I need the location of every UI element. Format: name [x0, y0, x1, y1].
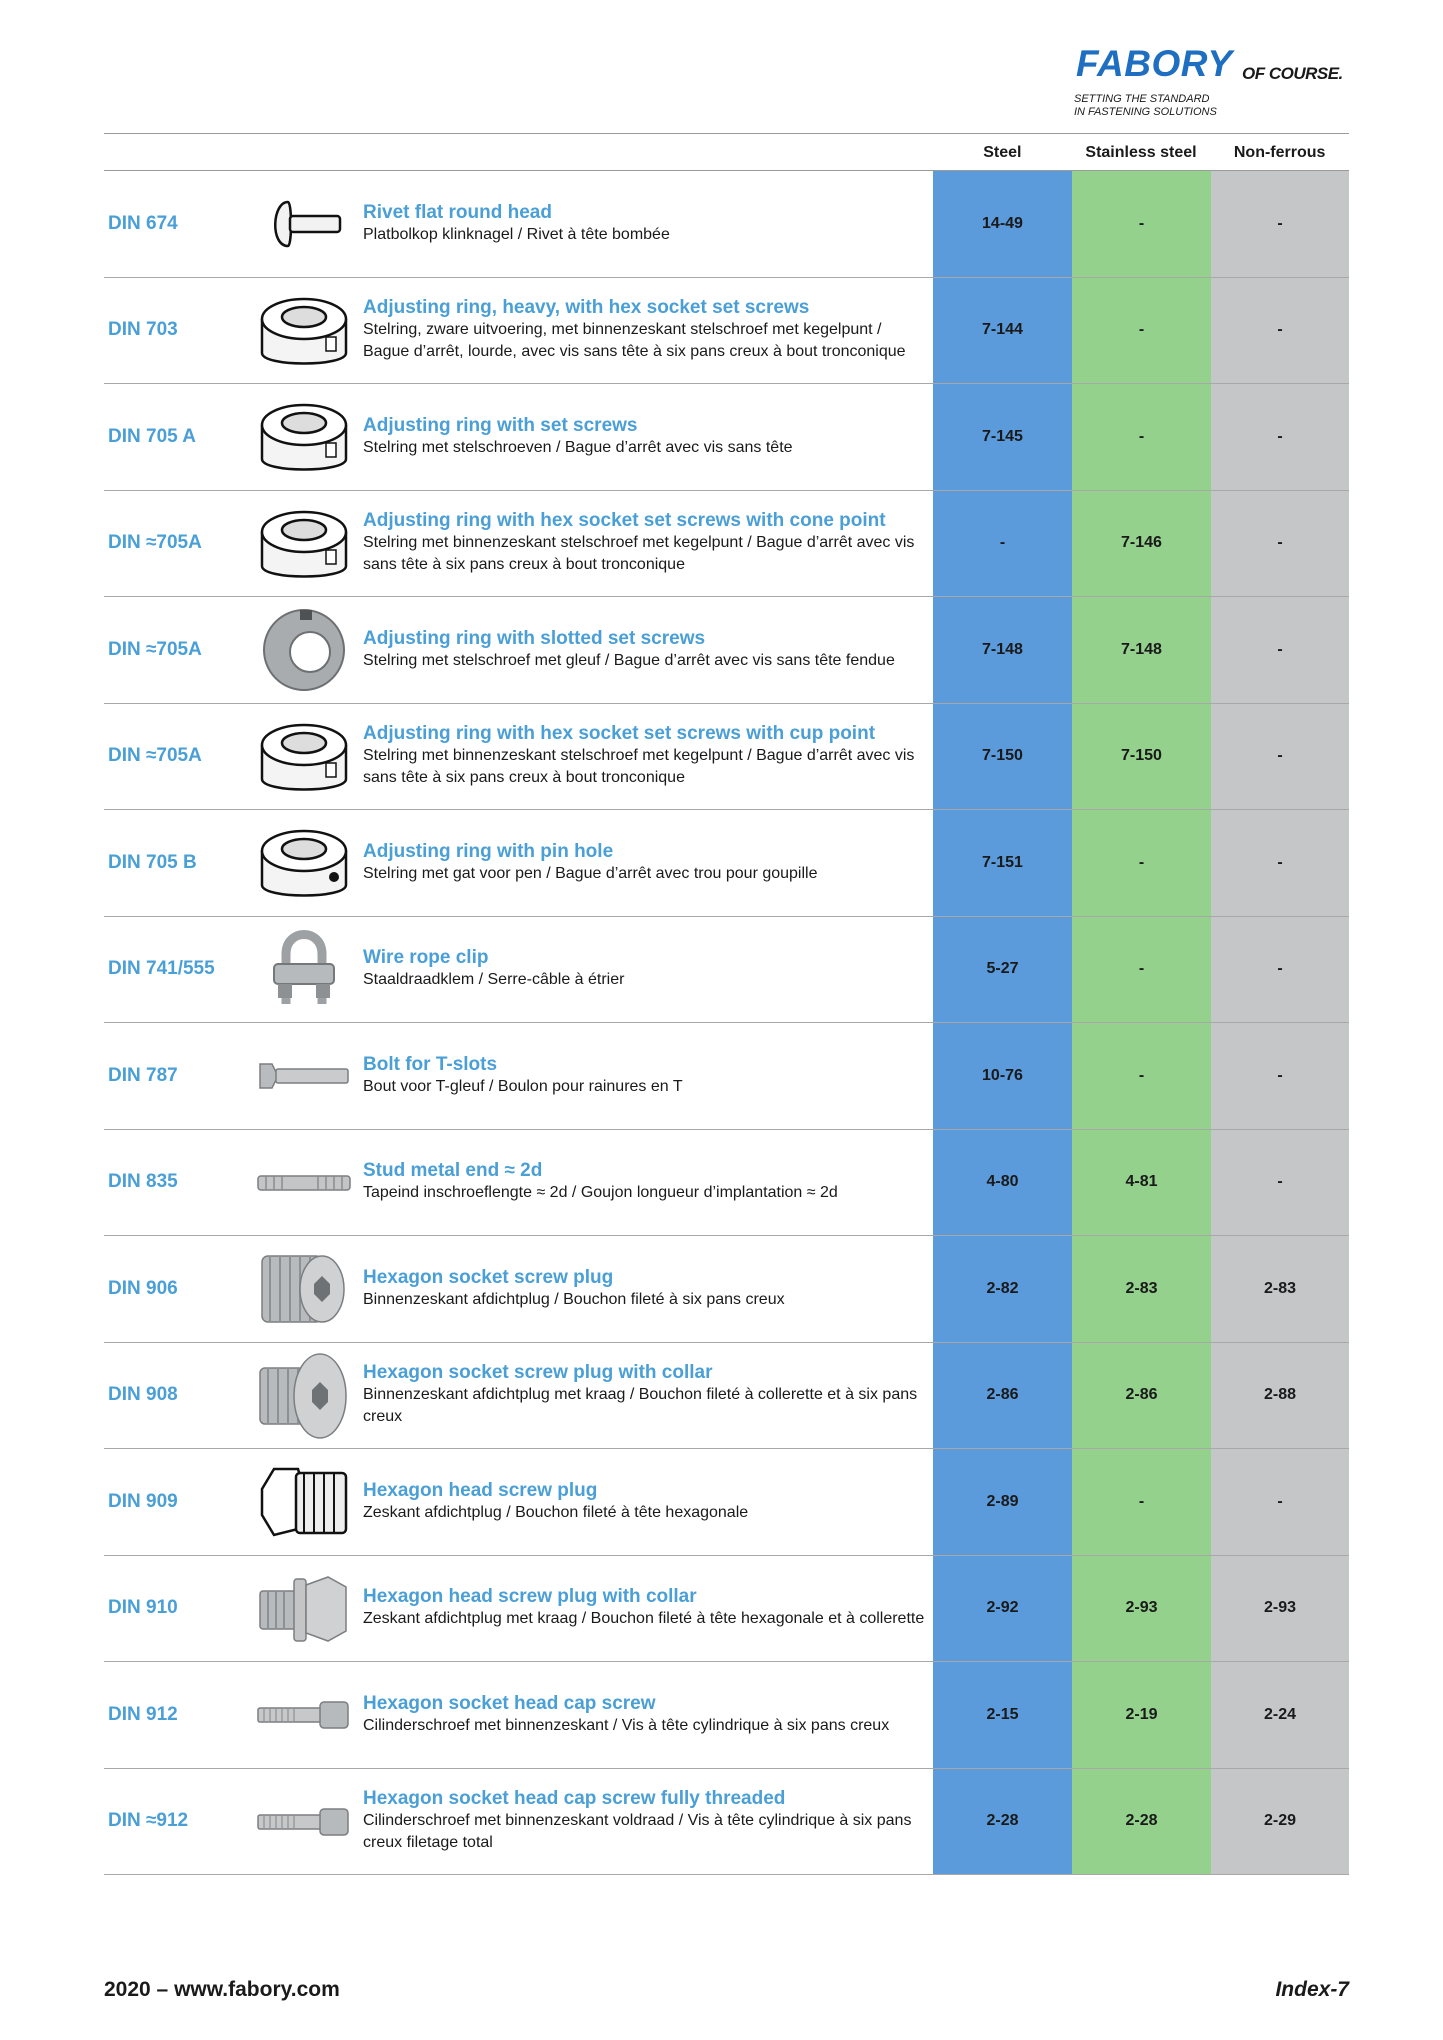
- din-code: DIN 703: [108, 319, 178, 341]
- product-description: [363, 1023, 931, 1129]
- steel-page-ref: 2-15: [986, 1705, 1019, 1723]
- steel-page-ref: 2-92: [986, 1599, 1019, 1617]
- product-title: Wire rope clip: [363, 947, 489, 969]
- nonferrous-page-ref: 2-93: [1263, 1599, 1297, 1617]
- pin-hole-ring-icon: [254, 818, 354, 908]
- rivet-icon: [254, 179, 354, 269]
- adjusting-ring-icon: [254, 499, 354, 589]
- adjusting-ring-icon: [254, 712, 354, 802]
- product-title: Stud metal end ≈ 2d: [363, 1160, 543, 1182]
- stainless-page-ref: 7-148: [1121, 640, 1162, 658]
- product-description: [363, 1662, 931, 1768]
- nonferrous-page-ref: 2-24: [1263, 1705, 1297, 1723]
- logo-brand: FABORY: [1076, 43, 1233, 84]
- product-description: [363, 1130, 931, 1236]
- din-code: DIN 909: [108, 1490, 178, 1512]
- logo-slogan: OF COURSE.: [1242, 64, 1343, 83]
- product-translation: Stelring met stelschroeven / Bague d’arrêt avec vis sans tête: [363, 438, 793, 456]
- logo-tagline-line-1: SETTING THE STANDARD: [1074, 93, 1210, 105]
- product-description: [363, 1236, 931, 1342]
- table-row: [104, 491, 1349, 598]
- column-header-steel: Steel: [983, 144, 1022, 161]
- slotted-ring-icon: [254, 605, 354, 695]
- product-title: Adjusting ring, heavy, with hex socket set screws: [363, 297, 810, 319]
- stainless-page-ref: 2-83: [1125, 1279, 1158, 1297]
- product-translation: Bout voor T-gleuf / Boulon pour rainures en T: [363, 1077, 683, 1095]
- steel-page-ref: 7-150: [982, 747, 1023, 765]
- table-row: [104, 384, 1349, 491]
- product-description: [363, 384, 931, 490]
- product-index-table: [104, 171, 1349, 1875]
- table-row: [104, 917, 1349, 1024]
- adjusting-ring-icon: [254, 392, 354, 482]
- stainless-page-ref: 4-81: [1125, 1173, 1158, 1191]
- product-description: [363, 810, 931, 916]
- product-description: [363, 278, 931, 384]
- table-row: [104, 278, 1349, 385]
- column-headers: [933, 136, 1349, 170]
- product-description: [363, 704, 931, 810]
- product-translation: Cilinderschroef met binnenzeskant / Vis à tête cylindrique à six pans creux: [363, 1716, 890, 1734]
- stainless-page-ref: 7-150: [1121, 747, 1162, 765]
- table-row: [104, 1556, 1349, 1663]
- din-code: DIN 705 B: [108, 851, 197, 873]
- din-code: DIN 741/555: [108, 958, 215, 980]
- nonferrous-page-ref: -: [1277, 1492, 1283, 1510]
- table-row: [104, 1343, 1349, 1450]
- product-description: [363, 491, 931, 597]
- product-title: Rivet flat round head: [363, 201, 552, 223]
- product-title: Hexagon head screw plug with collar: [363, 1586, 697, 1608]
- nonferrous-page-ref: -: [1277, 214, 1283, 232]
- nonferrous-page-ref: -: [1277, 534, 1283, 552]
- product-title: Hexagon socket head cap screw: [363, 1692, 656, 1714]
- product-description: [363, 1769, 931, 1875]
- stainless-page-ref: -: [1138, 1066, 1145, 1084]
- top-divider: [104, 133, 1349, 134]
- nonferrous-page-ref: -: [1277, 1173, 1283, 1191]
- product-description: [363, 1449, 931, 1555]
- socket-plug-icon: [254, 1244, 354, 1334]
- table-row: [104, 597, 1349, 704]
- product-title: Hexagon socket head cap screw fully threaded: [363, 1788, 786, 1810]
- wire-rope-clip-icon: [254, 925, 354, 1015]
- table-row: [104, 171, 1349, 278]
- nonferrous-page-ref: -: [1277, 853, 1283, 871]
- steel-page-ref: 2-82: [986, 1279, 1019, 1297]
- product-title: Adjusting ring with pin hole: [363, 840, 614, 862]
- product-translation: Stelring met binnenzeskant stelschroef met kegelpunt / Bague d’arrêt avec vis sans tête à six pans creux à bout tronconique: [363, 747, 915, 787]
- cap-screw-icon: [254, 1777, 354, 1867]
- footer-page-number: Index-7: [1275, 1978, 1349, 2001]
- product-title: Hexagon socket screw plug with collar: [363, 1362, 713, 1384]
- collar-plug-icon: [254, 1351, 354, 1441]
- stud-icon: [254, 1138, 354, 1228]
- din-code: DIN 674: [108, 212, 178, 234]
- steel-page-ref: 7-145: [982, 427, 1023, 445]
- din-code: DIN 908: [108, 1384, 178, 1406]
- nonferrous-page-ref: -: [1277, 640, 1283, 658]
- steel-page-ref: 7-151: [982, 853, 1023, 871]
- steel-page-ref: 10-76: [982, 1066, 1023, 1084]
- table-row: [104, 1023, 1349, 1130]
- nonferrous-page-ref: -: [1277, 321, 1283, 339]
- column-header-stainless: Stainless steel: [1085, 144, 1197, 161]
- nonferrous-page-ref: -: [1277, 427, 1283, 445]
- product-translation: Platbolkop klinknagel / Rivet à tête bombée: [363, 225, 670, 243]
- column-header-nonferrous: Non-ferrous: [1233, 144, 1326, 161]
- din-code: DIN 906: [108, 1277, 178, 1299]
- table-row: [104, 1662, 1349, 1769]
- steel-page-ref: 5-27: [986, 960, 1019, 978]
- product-description: [363, 171, 931, 277]
- nonferrous-page-ref: -: [1277, 1066, 1283, 1084]
- table-row: [104, 704, 1349, 811]
- product-title: Adjusting ring with hex socket set screws with cone point: [363, 510, 886, 532]
- stainless-page-ref: -: [1138, 214, 1145, 232]
- product-translation: Stelring met binnenzeskant stelschroef met kegelpunt / Bague d’arrêt avec vis sans tête à six pans creux à bout tronconique: [363, 534, 915, 574]
- steel-page-ref: 7-144: [982, 321, 1023, 339]
- steel-page-ref: -: [999, 534, 1006, 552]
- stainless-page-ref: -: [1138, 427, 1145, 445]
- din-code: DIN ≈705A: [108, 745, 202, 767]
- cap-screw-icon: [254, 1670, 354, 1760]
- stainless-page-ref: 2-93: [1125, 1599, 1158, 1617]
- din-code: DIN 912: [108, 1703, 178, 1725]
- table-row: [104, 1769, 1349, 1876]
- steel-page-ref: 2-86: [986, 1386, 1019, 1404]
- steel-page-ref: 4-80: [986, 1173, 1019, 1191]
- table-row: [104, 1130, 1349, 1237]
- product-description: [363, 917, 931, 1023]
- stainless-page-ref: 2-28: [1125, 1812, 1158, 1830]
- stainless-page-ref: 2-19: [1125, 1705, 1158, 1723]
- stainless-page-ref: 7-146: [1121, 534, 1162, 552]
- hex-head-plug-icon: [254, 1457, 354, 1547]
- din-code: DIN 910: [108, 1597, 178, 1619]
- stainless-page-ref: -: [1138, 1492, 1145, 1510]
- product-translation: Stelring met gat voor pen / Bague d’arrêt avec trou pour goupille: [363, 864, 818, 882]
- nonferrous-page-ref: -: [1277, 747, 1283, 765]
- stainless-page-ref: -: [1138, 321, 1145, 339]
- din-code: DIN 787: [108, 1064, 178, 1086]
- adjusting-ring-icon: [254, 286, 354, 376]
- fabory-logo: [1072, 44, 1372, 124]
- steel-page-ref: 7-148: [982, 640, 1023, 658]
- logo-tagline: [1074, 93, 1294, 119]
- table-row: [104, 1236, 1349, 1343]
- table-row: [104, 810, 1349, 917]
- product-translation: Tapeind inschroeflengte ≈ 2d / Goujon longueur d’implantation ≈ 2d: [363, 1184, 838, 1202]
- stainless-page-ref: 2-86: [1125, 1386, 1158, 1404]
- product-translation: Zeskant afdichtplug / Bouchon fileté à tête hexagonale: [363, 1503, 749, 1521]
- logo-tagline-line-2: IN FASTENING SOLUTIONS: [1074, 106, 1217, 118]
- product-translation: Stelring met stelschroef met gleuf / Bague d’arrêt avec vis sans tête fendue: [363, 651, 895, 669]
- steel-page-ref: 14-49: [982, 214, 1023, 232]
- footer-website: 2020 – www.fabory.com: [104, 1978, 340, 2001]
- product-translation: Staaldraadklem / Serre-câble à étrier: [363, 971, 625, 989]
- product-description: [363, 597, 931, 703]
- table-row: [104, 1449, 1349, 1556]
- steel-page-ref: 2-28: [986, 1812, 1019, 1830]
- product-title: Hexagon head screw plug: [363, 1479, 598, 1501]
- din-code: DIN ≈705A: [108, 532, 202, 554]
- product-translation: Stelring, zware uitvoering, met binnenzeskant stelschroef met kegelpunt / Bague d’arrêt, lourde, avec vis sans tête à six pans creux à bout tronconique: [363, 321, 906, 361]
- nonferrous-page-ref: 2-88: [1263, 1386, 1297, 1404]
- product-translation: Zeskant afdichtplug met kraag / Bouchon fileté à tête hexagonale et à collerette: [363, 1610, 925, 1628]
- din-code: DIN 705 A: [108, 425, 196, 447]
- stainless-page-ref: -: [1138, 960, 1145, 978]
- steel-page-ref: 2-89: [986, 1492, 1019, 1510]
- product-description: [363, 1343, 931, 1449]
- hex-collar-plug-icon: [254, 1564, 354, 1654]
- nonferrous-page-ref: 2-83: [1263, 1279, 1297, 1297]
- product-title: Adjusting ring with slotted set screws: [363, 627, 706, 649]
- nonferrous-page-ref: -: [1277, 960, 1283, 978]
- stainless-page-ref: -: [1138, 853, 1145, 871]
- product-title: Adjusting ring with set screws: [363, 414, 638, 436]
- product-translation: Binnenzeskant afdichtplug met kraag / Bouchon fileté à collerette et à six pans creux: [363, 1386, 918, 1426]
- product-title: Bolt for T-slots: [363, 1053, 498, 1075]
- din-code: DIN ≈705A: [108, 638, 202, 660]
- product-translation: Cilinderschroef met binnenzeskant voldraad / Vis à tête cylindrique à six pans creux filetage total: [363, 1812, 912, 1852]
- din-code: DIN ≈912: [108, 1810, 189, 1832]
- product-title: Adjusting ring with hex socket set screws with cup point: [363, 723, 876, 745]
- t-slot-bolt-icon: [254, 1031, 354, 1121]
- product-title: Hexagon socket screw plug: [363, 1266, 614, 1288]
- product-description: [363, 1556, 931, 1662]
- din-code: DIN 835: [108, 1171, 178, 1193]
- product-translation: Binnenzeskant afdichtplug / Bouchon fileté à six pans creux: [363, 1290, 785, 1308]
- nonferrous-page-ref: 2-29: [1263, 1812, 1297, 1830]
